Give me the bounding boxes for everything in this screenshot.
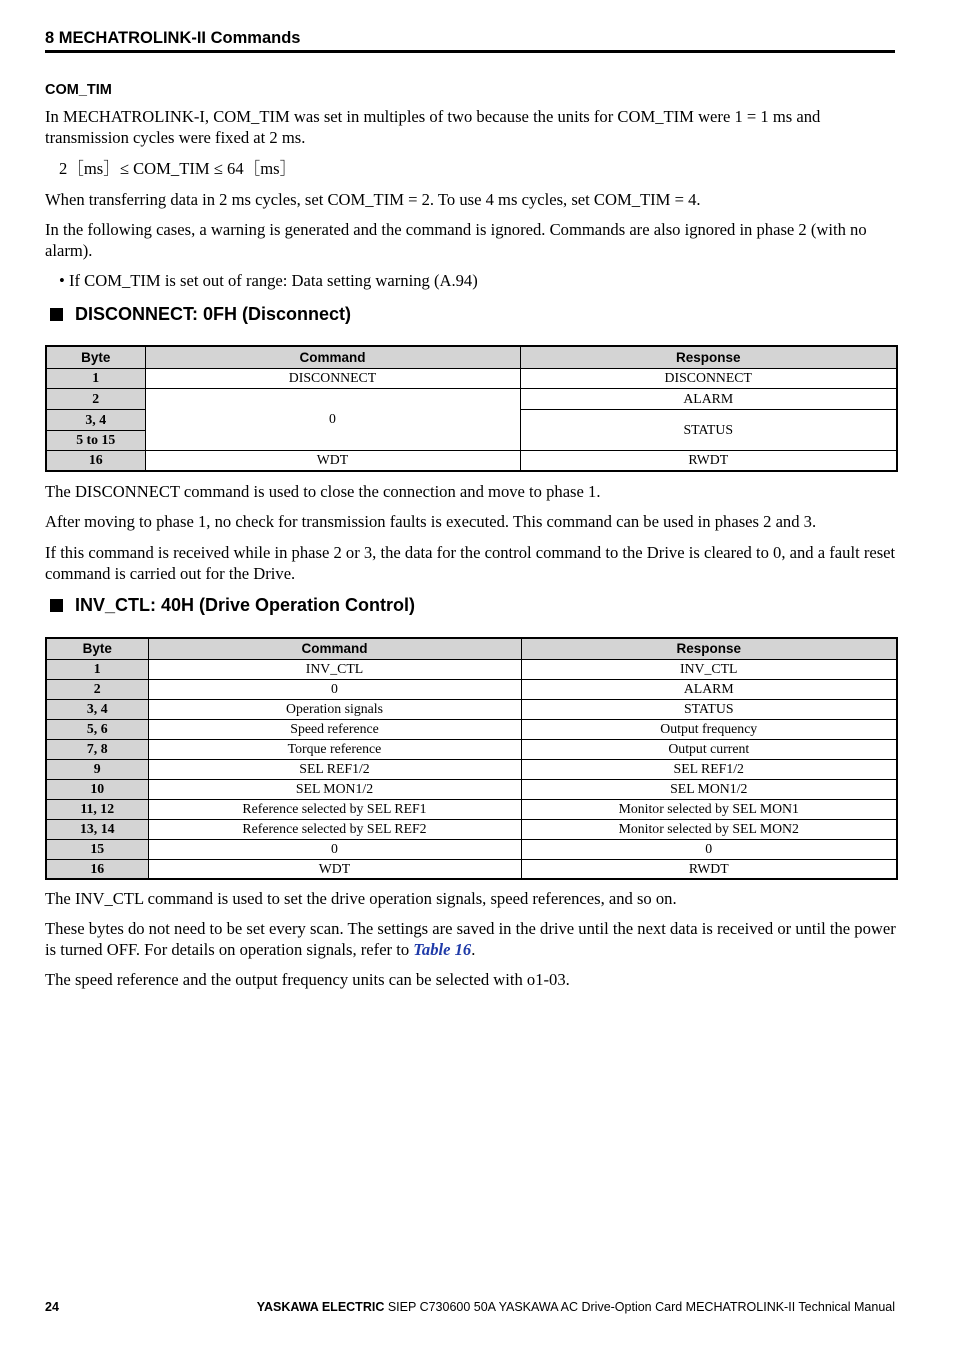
- byte-cell: 11, 12: [46, 799, 148, 819]
- response-cell: RWDT: [521, 859, 897, 879]
- byte-cell: 5 to 15: [46, 430, 145, 450]
- byte-cell: 16: [46, 859, 148, 879]
- table-row: [46, 368, 897, 388]
- table-row: [46, 699, 897, 719]
- response-cell: Output current: [521, 739, 897, 759]
- footer-document-title: SIEP C730600 50A YASKAWA AC Drive-Option Card MECHATROLINK-II Technical Manual: [384, 1300, 895, 1314]
- response-cell: STATUS: [521, 699, 897, 719]
- com-tim-formula: 2［ms］≤ COM_TIM ≤ 64［ms］: [59, 159, 297, 178]
- table-row: [46, 859, 897, 879]
- byte-cell: 5, 6: [46, 719, 148, 739]
- inv-ctl-paragraph-2-end: .: [471, 940, 476, 959]
- page-number: 24: [45, 1300, 59, 1314]
- inv-ctl-paragraph-2: [45, 918, 897, 960]
- byte-cell: 10: [46, 779, 148, 799]
- com-tim-bullet: • If COM_TIM is set out of range: Data setting warning (A.94): [59, 271, 478, 290]
- disconnect-paragraph-3: If this command is received while in phase 2 or 3, the data for the control command to the Drive is cleared to 0, and a fault reset command is carried out for the Drive.: [45, 543, 896, 583]
- response-cell: Monitor selected by SEL MON2: [521, 819, 897, 839]
- com-tim-heading: COM_TIM: [45, 82, 112, 98]
- inv-ctl-paragraph-2-text: These bytes do not need to be set every scan. The settings are saved in the drive until the next data is received or until the power is turned OFF. For details on operation signals, refer to: [45, 919, 896, 959]
- byte-cell: 15: [46, 839, 148, 859]
- inv-ctl-heading: [50, 595, 415, 616]
- byte-cell: 16: [46, 450, 145, 471]
- command-cell: Torque reference: [148, 739, 521, 759]
- table-row: [46, 679, 897, 699]
- inv-ctl-paragraph-3: The speed reference and the output frequency units can be selected with o1-03.: [45, 970, 570, 989]
- response-cell: ALARM: [521, 679, 897, 699]
- byte-cell: 7, 8: [46, 739, 148, 759]
- byte-cell: 13, 14: [46, 819, 148, 839]
- section-header: [45, 28, 895, 53]
- inv-ctl-heading-text: INV_CTL: 40H (Drive Operation Control): [75, 595, 416, 615]
- disconnect-table: [45, 345, 898, 472]
- response-cell-merged: STATUS: [520, 409, 897, 450]
- table-row: [46, 388, 897, 409]
- table-row: [46, 819, 897, 839]
- section-title: 8 MECHATROLINK-II Commands: [45, 29, 301, 47]
- column-header-response: Response: [520, 346, 897, 368]
- com-tim-paragraph-3: In the following cases, a warning is generated and the command is ignored. Commands are also ignored in phase 2 (with no alarm).: [45, 220, 867, 260]
- column-header-command: Command: [145, 346, 520, 368]
- byte-cell: 2: [46, 388, 145, 409]
- response-cell: SEL REF1/2: [521, 759, 897, 779]
- response-cell: INV_CTL: [521, 659, 897, 679]
- table-header-row: [46, 346, 897, 368]
- command-cell: Reference selected by SEL REF1: [148, 799, 521, 819]
- byte-cell: 1: [46, 659, 148, 679]
- column-header-byte: Byte: [46, 346, 145, 368]
- command-cell: Speed reference: [148, 719, 521, 739]
- response-cell: ALARM: [520, 388, 897, 409]
- byte-cell: 3, 4: [46, 699, 148, 719]
- byte-cell: 2: [46, 679, 148, 699]
- table-16-link[interactable]: Table 16: [413, 940, 472, 959]
- inv-ctl-table: [45, 637, 898, 880]
- command-cell: SEL REF1/2: [148, 759, 521, 779]
- response-cell: 0: [521, 839, 897, 859]
- command-cell: INV_CTL: [148, 659, 521, 679]
- response-cell: Monitor selected by SEL MON1: [521, 799, 897, 819]
- table-row: [46, 450, 897, 471]
- byte-cell: 9: [46, 759, 148, 779]
- table-row: [46, 839, 897, 859]
- column-header-byte: Byte: [46, 638, 148, 659]
- command-cell: Reference selected by SEL REF2: [148, 819, 521, 839]
- disconnect-heading: [50, 304, 351, 325]
- command-cell: 0: [148, 839, 521, 859]
- byte-cell: 3, 4: [46, 409, 145, 430]
- table-row: [46, 719, 897, 739]
- footer-document-info: [257, 1300, 895, 1314]
- table-header-row: [46, 638, 897, 659]
- command-cell: SEL MON1/2: [148, 779, 521, 799]
- footer-brand: YASKAWA ELECTRIC: [256, 1300, 385, 1314]
- command-cell: Operation signals: [148, 699, 521, 719]
- command-cell: 0: [148, 679, 521, 699]
- table-row: [46, 739, 897, 759]
- table-row: [46, 779, 897, 799]
- disconnect-paragraph-2: After moving to phase 1, no check for transmission faults is executed. This command can be used in phases 2 and 3.: [45, 512, 817, 531]
- byte-cell: 1: [46, 368, 145, 388]
- column-header-command: Command: [148, 638, 521, 659]
- column-header-response: Response: [521, 638, 897, 659]
- response-cell: SEL MON1/2: [521, 779, 897, 799]
- command-cell: DISCONNECT: [145, 368, 520, 388]
- com-tim-paragraph-2: When transferring data in 2 ms cycles, set COM_TIM = 2. To use 4 ms cycles, set COM_TIM = 4.: [45, 190, 701, 209]
- response-cell: DISCONNECT: [520, 368, 897, 388]
- disconnect-paragraph-1: The DISCONNECT command is used to close the connection and move to phase 1.: [45, 482, 601, 501]
- inv-ctl-paragraph-1: The INV_CTL command is used to set the drive operation signals, speed references, and so on.: [45, 889, 677, 908]
- square-bullet-icon: [50, 599, 63, 612]
- square-bullet-icon: [50, 308, 63, 321]
- table-row: [46, 799, 897, 819]
- response-cell: RWDT: [520, 450, 897, 471]
- command-cell: WDT: [145, 450, 520, 471]
- table-row: [46, 759, 897, 779]
- disconnect-heading-text: DISCONNECT: 0FH (Disconnect): [75, 304, 352, 324]
- command-cell: WDT: [148, 859, 521, 879]
- command-cell-merged: 0: [145, 388, 520, 450]
- com-tim-paragraph-1: In MECHATROLINK-I, COM_TIM was set in multiples of two because the units for COM_TIM were 1 = 1 ms and transmission cycles were fixed at 2 ms.: [45, 107, 821, 147]
- table-row: [46, 659, 897, 679]
- response-cell: Output frequency: [521, 719, 897, 739]
